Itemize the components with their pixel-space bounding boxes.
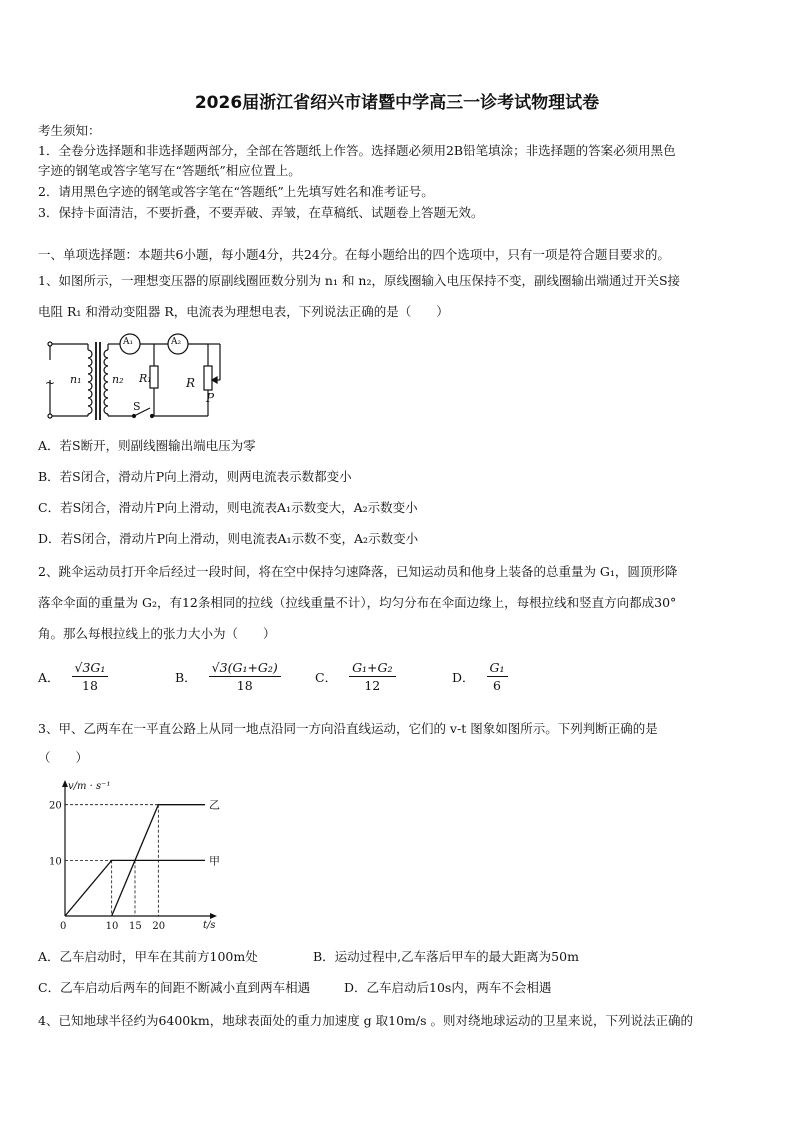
fraction bbox=[72, 660, 109, 693]
q3-option: C．乙车启动后两车的间距不断减小直到两车相遇 bbox=[38, 980, 311, 995]
ammeter-a2-label: A₂ bbox=[171, 337, 182, 347]
numerator: √3(G₁+G₂) bbox=[209, 660, 281, 677]
section-heading: 一、单项选择题：本题共6小题，每小题4分，共24分。在每小题给出的四个选项中，只有一项是符合题目要求的。 bbox=[38, 247, 670, 262]
n1-label: n₁ bbox=[70, 373, 82, 386]
r-label: R bbox=[186, 376, 196, 390]
ammeter-a1-label: A₁ bbox=[123, 337, 134, 347]
q1-option: A．若S断开，则副线圈输出端电压为零 bbox=[38, 438, 256, 453]
option-label: C． bbox=[315, 669, 338, 685]
x-tick-label: 0 bbox=[60, 921, 67, 932]
q2-option-a bbox=[38, 660, 110, 693]
x-axis-arrow bbox=[210, 913, 217, 919]
option-label: D． bbox=[452, 669, 475, 685]
y-tick-label: 10 bbox=[49, 856, 62, 868]
q1-option: D．若S闭合，滑动片P向上滑动，则电流表A₁示数不变，A₂示数变小 bbox=[38, 531, 419, 546]
fraction bbox=[209, 660, 281, 693]
page-title: 2026届浙江省绍兴市诸暨中学高三一诊考试物理试卷 bbox=[194, 93, 600, 113]
option-label: B． bbox=[175, 669, 197, 685]
x-tick-label: 10 bbox=[105, 921, 119, 932]
q3-option: B．运动过程中,乙车落后甲车的最大距离为50m bbox=[313, 949, 579, 964]
notice-item: 字迹的钢笔或答字笔写在“答题纸”相应位置上。 bbox=[38, 163, 301, 178]
x-tick-label: 20 bbox=[152, 921, 166, 932]
y-tick-label: 20 bbox=[49, 800, 62, 812]
ac-source-symbol: ~ bbox=[45, 376, 56, 390]
numerator: G₁ bbox=[487, 660, 508, 677]
x-axis-label: t/s bbox=[203, 920, 216, 931]
denominator: 6 bbox=[493, 678, 501, 693]
q3-option: D．乙车启动后10s内，两车不会相遇 bbox=[344, 980, 552, 995]
q4-stem: 4、已知地球半径约为6400km，地球表面处的重力加速度 g 取10m/s 。则对绕地球运动的卫星来说，下列说法正确的 bbox=[38, 1013, 694, 1028]
q3-stem: 3、甲、乙两车在一平直公路上从同一地点沿同一方向沿直线运动，它们的 v-t 图象如图所示。下列判断正确的是 bbox=[38, 721, 658, 736]
series-label: 甲 bbox=[209, 854, 220, 868]
v-t-chart bbox=[40, 778, 230, 938]
q1-option: C．若S闭合，滑动片P向上滑动，则电流表A₁示数变大，A₂示数变小 bbox=[38, 500, 418, 515]
q1-stem: 1、如图所示，一理想变压器的原副线圈匝数分别为 n₁ 和 n₂，原线圈输入电压保持不变，副线圈输出端通过开关S接 bbox=[38, 273, 681, 288]
slider-p-label: P bbox=[206, 391, 215, 405]
switch-s-label: S bbox=[133, 400, 141, 413]
denominator: 18 bbox=[82, 678, 98, 693]
q2-stem: 2、跳伞运动员打开伞后经过一段时间，将在空中保持匀速降落，已知运动员和他身上装备的总重量为 G₁，圆顶形降 bbox=[38, 564, 678, 579]
q2-option-b bbox=[175, 660, 283, 693]
q3-stem: （ ） bbox=[38, 750, 89, 765]
fraction bbox=[349, 660, 395, 693]
notice-item: 2．请用黑色字迹的钢笔或答字笔在“答题纸”上先填写姓名和准考证号。 bbox=[38, 184, 434, 199]
q2-option-c bbox=[315, 660, 398, 693]
numerator: G₁+G₂ bbox=[349, 660, 395, 677]
n2-label: n₂ bbox=[112, 373, 124, 386]
fraction bbox=[487, 660, 508, 693]
r1-label: R₁ bbox=[139, 372, 152, 385]
option-label: A． bbox=[38, 669, 60, 685]
denominator: 18 bbox=[236, 678, 253, 693]
y-axis-label: v/m · s⁻¹ bbox=[68, 781, 111, 792]
q2-option-d bbox=[452, 660, 510, 693]
q2-stem: 落伞伞面的重量为 G₂，有12条相同的拉线（拉线重量不计），均匀分布在伞面边缘上，每根拉线和竖直方向都成30° bbox=[38, 595, 677, 610]
denominator: 12 bbox=[364, 678, 381, 693]
q2-stem: 角。那么每根拉线上的张力大小为（ ） bbox=[38, 626, 276, 641]
series-label: 乙 bbox=[209, 798, 220, 812]
q1-stem: 电阻 R₁ 和滑动变阻器 R，电流表为理想电表，下列说法正确的是（ ） bbox=[38, 304, 449, 319]
notice-item: 1．全卷分选择题和非选择题两部分，全部在答题纸上作答。选择题必须用2B铅笔填涂；非选择题的答案必须用黑色 bbox=[38, 143, 676, 158]
notice-item: 3．保持卡面清洁，不要折叠，不要弄破、弄皱，在草稿纸、试题卷上答题无效。 bbox=[38, 205, 484, 220]
q3-option: A．乙车启动时，甲车在其前方100m处 bbox=[38, 949, 258, 964]
q1-option: B．若S闭合，滑动片P向上滑动，则两电流表示数都变小 bbox=[38, 469, 352, 484]
numerator: √3G₁ bbox=[72, 660, 109, 677]
x-tick-label: 15 bbox=[129, 921, 142, 932]
notice-heading: 考生须知： bbox=[38, 123, 101, 138]
